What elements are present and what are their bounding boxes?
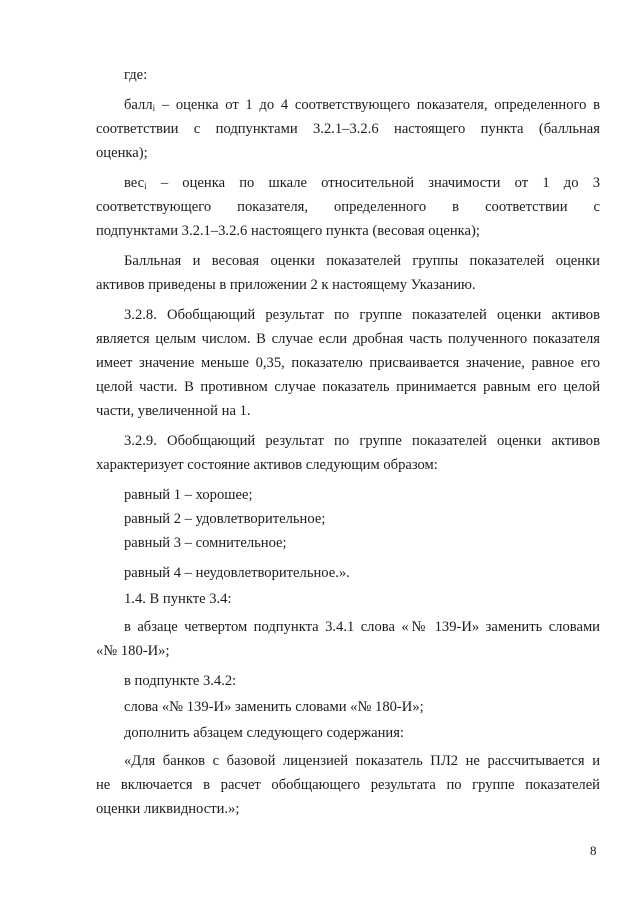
text-line [124, 94, 600, 121]
text-line: имеет значение меньше 0,35, показателю присваивается значение, равное его [96, 355, 600, 371]
term-definition: – оценка по шкале относительной значимости от 1 до 3 [146, 175, 600, 191]
text-line: дополнить абзацем следующего содержания: [124, 725, 404, 741]
text-line: подпунктами 3.2.1–3.2.6 настоящего пункта (весовая оценка); [96, 223, 480, 239]
page-number: 8 [590, 843, 597, 858]
text-line: активов приведены в приложении 2 к настоящему Указанию. [96, 277, 476, 293]
text-line: целой части. В противном случае показатель принимается равным его целой [96, 379, 600, 395]
list-item: равный 1 – хорошее; [124, 487, 253, 503]
text-line: в абзаце четвертом подпункта 3.4.1 слова «№ 139-И» заменить словами [124, 619, 600, 635]
subscript: i [144, 181, 147, 191]
text-line: оценки ликвидности.»; [96, 801, 240, 817]
subscript: i [152, 103, 156, 113]
list-item: равный 4 – неудовлетворительное.». [124, 565, 350, 581]
text-line: 3.2.9. Обобщающий результат по группе показателей оценки активов [124, 433, 600, 449]
list-item: равный 2 – удовлетворительное; [124, 511, 326, 527]
text-line: 3.2.8. Обобщающий результат по группе показателей оценки активов [124, 307, 600, 323]
text-line: в подпункте 3.4.2: [124, 673, 237, 689]
text-line: «№ 180-И»; [96, 643, 170, 659]
term: вес [124, 175, 145, 191]
text-line: соответствии с подпунктами 3.2.1–3.2.6 настоящего пункта (балльная [96, 121, 600, 137]
text-line: Балльная и весовая оценки показателей группы показателей оценки [124, 253, 600, 269]
text-line: является целым числом. В случае если дробная часть полученного показателя [96, 331, 600, 347]
text-line: не включается в расчет обобщающего результата по группе показателей [96, 777, 600, 793]
text-line: характеризует состояние активов следующим образом: [96, 457, 438, 473]
text-line: где: [124, 67, 148, 83]
text-line: соответствующего показателя, определенного в соответствии с [96, 199, 600, 215]
text-line: части, увеличенной на 1. [96, 403, 251, 419]
list-item: равный 3 – сомнительное; [124, 535, 287, 551]
term-definition: – оценка от 1 до 4 соответствующего показателя, определенного в [155, 97, 600, 113]
text-line: «Для банков с базовой лицензией показатель ПЛ2 не рассчитывается и [124, 753, 600, 769]
section-heading: 1.4. В пункте 3.4: [124, 591, 232, 607]
text-line [124, 172, 600, 199]
text-line: оценка); [96, 145, 148, 161]
term: балл [124, 97, 153, 113]
text-line: слова «№ 139-И» заменить словами «№ 180-И»; [124, 699, 424, 715]
